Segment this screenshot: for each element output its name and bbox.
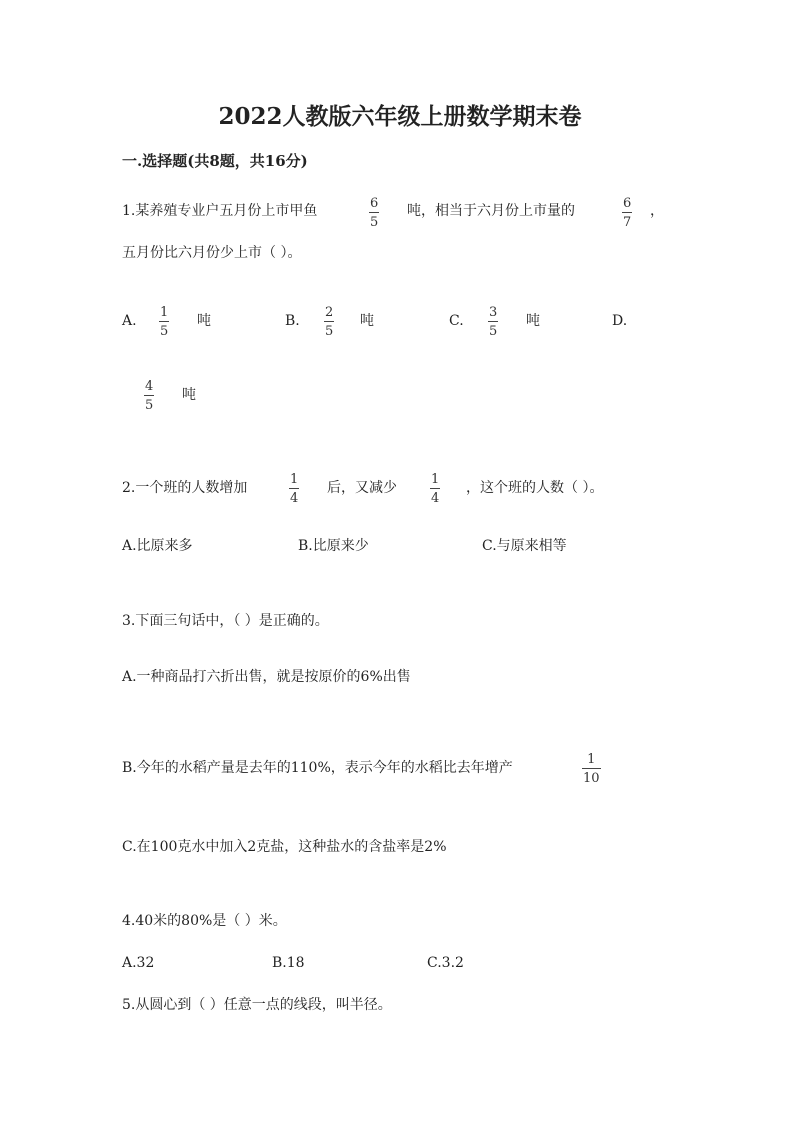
fraction-denominator: 4 [290, 491, 299, 506]
section-heading: 一.选择题(共8题，共16分) [122, 152, 308, 170]
fraction-numerator: 1 [160, 305, 169, 320]
q1-fraction-a-numerator: 6 [370, 196, 379, 211]
fraction-bar [289, 488, 299, 489]
q1-option-d-unit: 吨 [182, 387, 196, 403]
q3-option-a: A.一种商品打六折出售，就是按原价的6%出售 [122, 669, 411, 685]
q1-option-d-label: D. [612, 313, 628, 329]
fraction-bar [488, 321, 498, 322]
fraction-numerator: 2 [325, 305, 334, 320]
q1-text-line2: 五月份比六月份少上市（ ）。 [122, 245, 302, 261]
fraction-bar [430, 488, 440, 489]
q4-option-b: B.18 [272, 955, 305, 971]
fraction-numerator: 3 [489, 305, 498, 320]
fraction-denominator: 5 [145, 398, 154, 413]
q3-option-b-fraction [582, 752, 601, 786]
q2-text-part2: 后，又减少 [327, 480, 397, 496]
q3-stem: 3.下面三句话中，（ ）是正确的。 [122, 613, 329, 629]
fraction-bar [369, 212, 379, 213]
fraction-denominator: 5 [325, 324, 334, 339]
q1-text-part1: 1.某养殖专业户五月份上市甲鱼 [122, 203, 318, 219]
fraction-denominator: 4 [431, 491, 440, 506]
q2-option-b: B.比原来少 [298, 538, 369, 554]
fraction-bar [324, 321, 334, 322]
q1-option-b-label: B. [285, 313, 300, 329]
fraction-denominator: 5 [489, 324, 498, 339]
q2-fraction-a [289, 472, 299, 506]
q1-fraction-b-denominator: 7 [623, 215, 632, 230]
page-title: 2022人教版六年级上册数学期末卷 [218, 103, 582, 130]
q1-option-b-fraction [324, 305, 334, 339]
q1-option-a-label: A. [122, 313, 137, 329]
q2-fraction-b [430, 472, 440, 506]
q1-option-a-unit: 吨 [197, 313, 211, 329]
q1-option-c-unit: 吨 [526, 313, 540, 329]
q3-option-b: B.今年的水稻产量是去年的110%，表示今年的水稻比去年增产 [122, 760, 513, 776]
q1-option-a-fraction [159, 305, 169, 339]
q1-fraction-b [622, 196, 632, 230]
q1-fraction-a-denominator: 5 [370, 215, 379, 230]
q4-stem: 4.40米的80%是（ ）米。 [122, 913, 287, 929]
fraction-numerator: 1 [431, 472, 440, 487]
q1-fraction-a [369, 196, 379, 230]
fraction-numerator: 1 [587, 752, 596, 767]
q1-option-b-unit: 吨 [360, 313, 374, 329]
fraction-bar [144, 395, 154, 396]
q3-option-c: C.在100克水中加入2克盐，这种盐水的含盐率是2% [122, 839, 447, 855]
q4-option-a: A.32 [122, 955, 155, 971]
q1-text-part2: 吨，相当于六月份上市量的 [407, 203, 575, 219]
fraction-bar [622, 212, 632, 213]
fraction-bar [582, 768, 601, 769]
q1-comma: ， [650, 203, 664, 219]
q2-option-c: C.与原来相等 [482, 538, 567, 554]
q4-option-c: C.3.2 [427, 955, 464, 971]
q2-text-part1: 2.一个班的人数增加 [122, 480, 248, 496]
q1-option-c-label: C. [449, 313, 464, 329]
fraction-numerator: 4 [145, 379, 154, 394]
fraction-bar [159, 321, 169, 322]
q5-stem: 5.从圆心到（ ）任意一点的线段，叫半径。 [122, 997, 392, 1013]
fraction-numerator: 1 [290, 472, 299, 487]
q2-option-a: A.比原来多 [122, 538, 193, 554]
q2-text-part3: ，这个班的人数（ ）。 [466, 480, 604, 496]
q1-option-d-fraction [144, 379, 154, 413]
fraction-denominator: 5 [160, 324, 169, 339]
q1-fraction-b-numerator: 6 [623, 196, 632, 211]
q1-option-c-fraction [488, 305, 498, 339]
fraction-denominator: 10 [583, 771, 600, 786]
